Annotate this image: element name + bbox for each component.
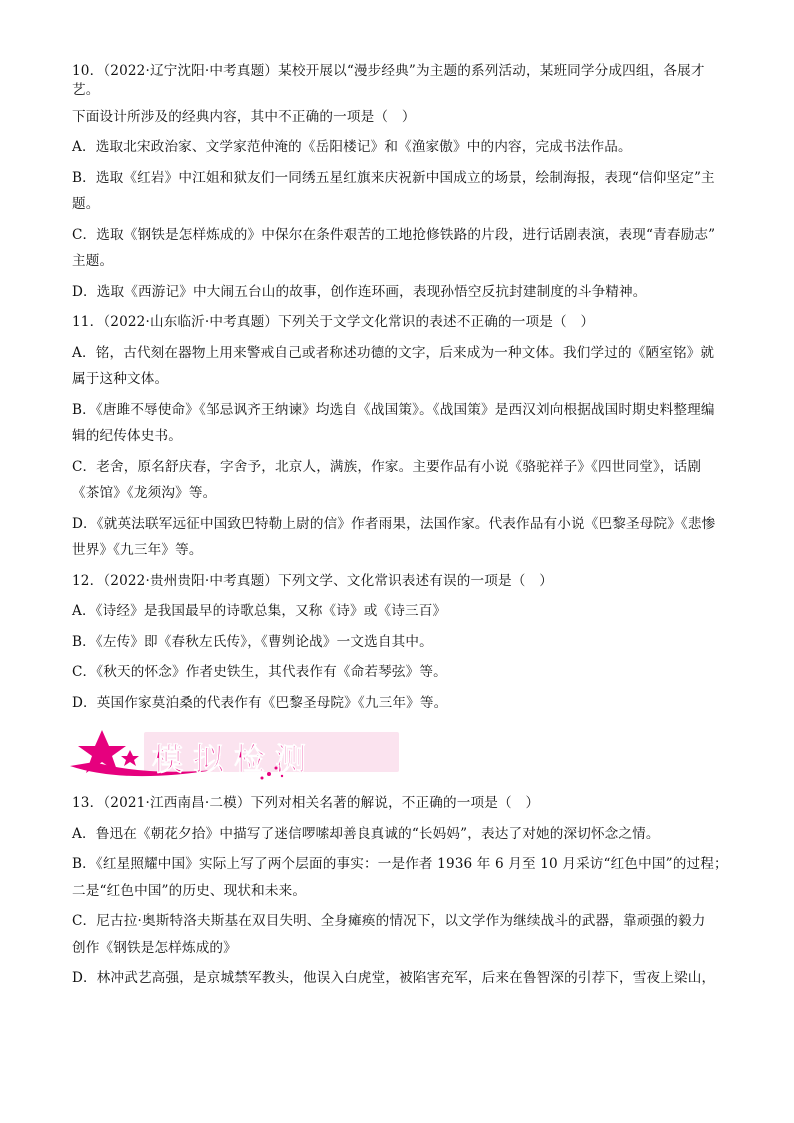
option-b: B．《唐雎不辱使命》《邹忌讽齐王纳谏》均选自《战国策》。《战国策》是西汉刘向根据战国时期史料整理编 [72, 401, 715, 418]
option-c: C．老舍，原名舒庆春，字舍予，北京人，满族，作家。主要作品有小说《骆驼祥子》《四世同堂》，话剧 [72, 458, 702, 475]
option-c: C．《秋天的怀念》作者史铁生，其代表作有《命若琴弦》等。 [72, 664, 447, 680]
option-a: A．铭，古代刻在器物上用来警戒自己或者称述功德的文字，后来成为一种文体。我们学过的《陋室铭》就 [72, 344, 715, 361]
option-b-cont: 辑的纪传体史书。 [72, 428, 182, 444]
question-11 [72, 313, 732, 560]
option-c-cont: 创作《钢铁是怎样炼成的》 [72, 939, 237, 956]
option-b: B．选取《红岩》中江姐和狱友们一同绣五星红旗来庆祝新中国成立的场景，绘制海报，表现“信仰坚定”主 [72, 169, 715, 186]
option-c-cont: 主题。 [72, 253, 114, 269]
option-c: C．选取《钢铁是怎样炼成的》中保尔在条件艰苦的工地抢修铁路的片段，进行话剧表演，表现“青春励志” [72, 226, 716, 243]
option-b: B．《左传》即《春秋左氏传》，《曹刿论战》一文选自其中。 [72, 633, 433, 650]
option-d: D．英国作家莫泊桑的代表作有《巴黎圣母院》《九三年》等。 [72, 694, 448, 711]
banner-title: 模拟检测 [152, 742, 316, 778]
question-stem: 10．（2022·辽宁沈阳·中考真题）某校开展以“漫步经典”为主题的系列活动，某班同学分成四组，各展才艺。 [72, 63, 705, 98]
option-d: D．林冲武艺高强，是京城禁军教头，他误入白虎堂，被陷害充军，后来在鲁智深的引荐下，雪夜上梁山， [72, 970, 716, 986]
question-10 [72, 62, 732, 302]
option-d: D．选取《西游记》中大闹五台山的故事，创作连环画，表现孙悟空反抗封建制度的斗争精神。 [72, 283, 647, 300]
question-stem: 下面设计所涉及的经典内容，其中不正确的一项是（ ） [72, 108, 416, 125]
option-a-cont: 属于这种文体。 [72, 371, 169, 387]
option-a: A．选取北宋政治家、文学家范仲淹的《岳阳楼记》和《渔家傲》中的内容，完成书法作品。 [72, 139, 632, 155]
question-stem: 11．（2022·山东临沂·中考真题）下列关于文学文化常识的表述不正确的一项是（ ） [72, 314, 595, 330]
option-a: A．鲁迅在《朝花夕拾》中描写了迷信啰嗦却善良真诚的“长妈妈”，表达了对她的深切怀念之情。 [72, 825, 660, 842]
option-b-cont: 题。 [72, 196, 100, 212]
option-b-cont: 二是“红色中国”的历史、现状和未来。 [72, 882, 307, 899]
option-b: B．《红星照耀中国》实际上写了两个层面的事实：一是作者 1936 年 6 月至 10 月采访“红色中国”的过程； [72, 856, 728, 872]
option-d: D．《就英法联军远征中国致巴特勒上尉的信》作者雨果，法国作家。代表作品有小说《巴黎圣母院》《悲惨 [72, 515, 716, 532]
question-stem: 13．（2021·江西南昌·二模）下列对相关名著的解说，不正确的一项是（ ） [72, 795, 540, 811]
option-d-cont: 世界》《九三年》等。 [72, 542, 203, 558]
document-page [72, 62, 732, 1000]
option-c: C．尼古拉·奥斯特洛夫斯基在双目失明、全身瘫痪的情况下，以文学作为继续战斗的武器，靠顽强的毅力 [72, 913, 706, 929]
section-banner [64, 724, 732, 782]
question-12 [72, 572, 732, 713]
option-a: A．《诗经》是我国最早的诗歌总集，又称《诗》或《诗三百》 [72, 603, 447, 619]
option-c-cont: 《茶馆》《龙须沟》等。 [72, 485, 217, 501]
question-stem: 12．（2022·贵州贵阳·中考真题）下列文学、文化常识表述有误的一项是（ ） [72, 572, 553, 589]
question-13 [72, 794, 732, 988]
